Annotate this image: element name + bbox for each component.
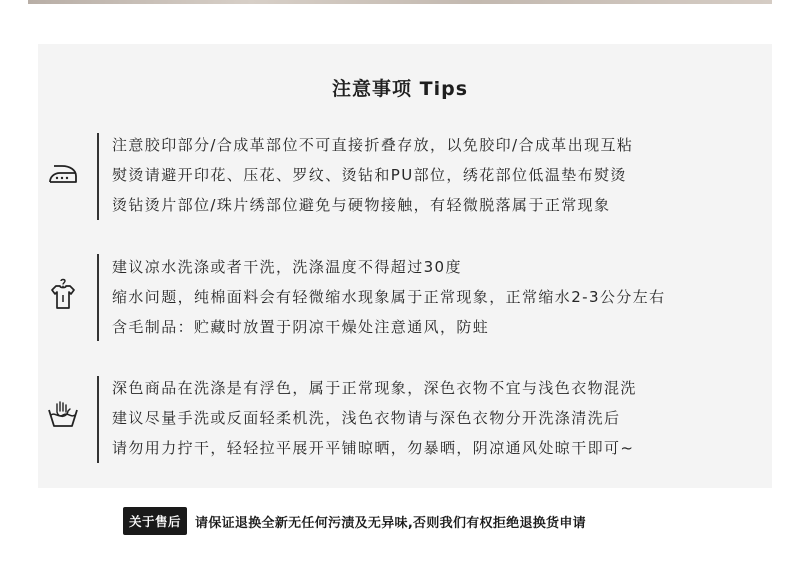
top-image-strip: [28, 0, 772, 4]
tip-line: 建议尽量手洗或反面轻柔机洗，浅色衣物请与深色衣物分开洗涤清洗后: [112, 409, 621, 427]
tip-line: 建议凉水洗涤或者干洗，洗涤温度不得超过30度: [112, 258, 462, 276]
hand-wash-icon: [46, 398, 80, 432]
section-text: [112, 252, 666, 342]
after-sales-note: [123, 507, 586, 535]
tip-line: 含毛制品：贮藏时放置于阴凉干燥处注意通风，防蛀: [112, 318, 490, 336]
tip-line: 缩水问题，纯棉面料会有轻微缩水现象属于正常现象，正常缩水2-3公分左右: [112, 288, 666, 306]
tip-line: 深色商品在洗涤是有浮色，属于正常现象，深色衣物不宜与浅色衣物混洗: [112, 379, 637, 397]
section-divider: [97, 254, 99, 341]
tip-line: 熨烫请避开印花、压花、罗纹、烫钻和PU部位，绣花部位低温垫布熨烫: [112, 166, 627, 184]
after-sales-text: 请保证退换全新无任何污渍及无异味,否则我们有权拒绝退换货申请: [195, 515, 586, 531]
tip-line: 烫钻烫片部位/珠片绣部位避免与硬物接触，有轻微脱落属于正常现象: [112, 196, 611, 214]
section-divider: [97, 133, 99, 220]
after-sales-badge: 关于售后: [123, 507, 187, 535]
section-text: [112, 130, 633, 220]
garment-care-icon: [46, 278, 80, 312]
tip-line: 请勿用力拧干，轻轻拉平展开平铺晾晒，勿暴晒，阴凉通风处晾干即可~: [112, 439, 635, 457]
page-title: 注意事项 Tips: [332, 78, 468, 100]
section-divider: [97, 376, 99, 463]
section-text: [112, 373, 637, 463]
iron-icon: [46, 156, 80, 190]
tip-line: 注意胶印部分/合成革部位不可直接折叠存放，以免胶印/合成革出现互粘: [112, 136, 634, 154]
